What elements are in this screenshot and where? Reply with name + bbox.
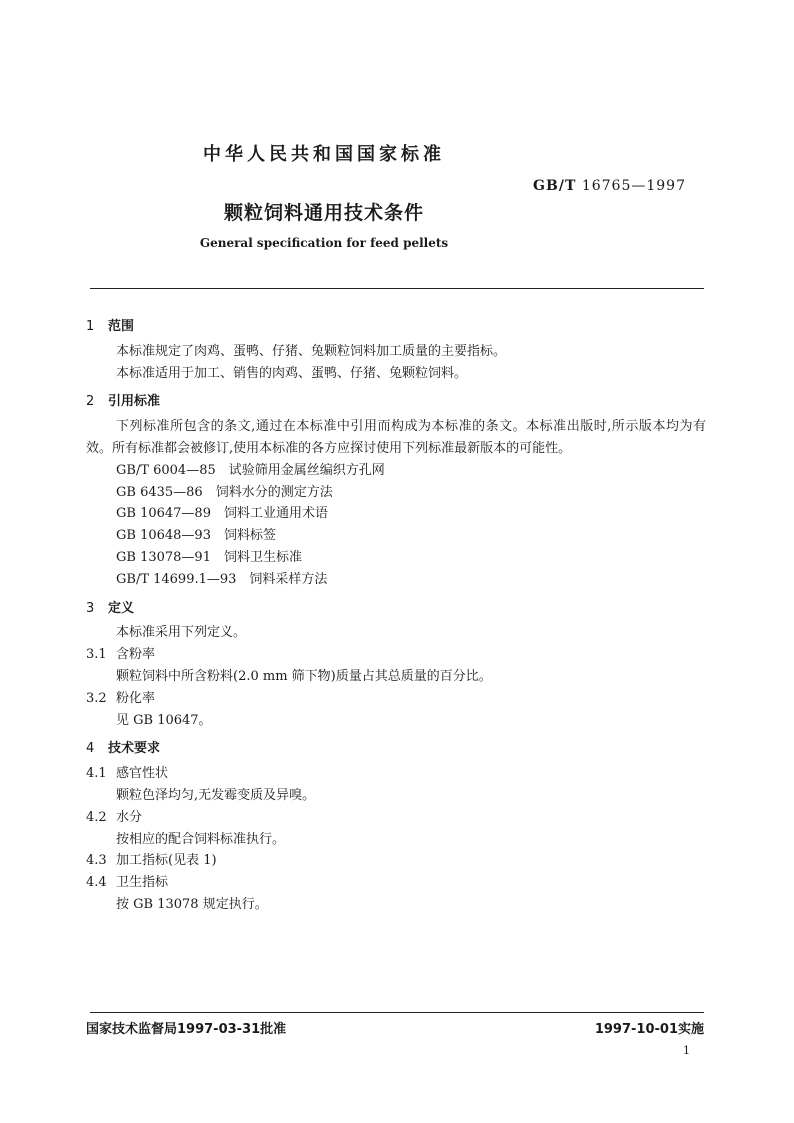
section-1-line-2: 本标准适用于加工、销售的肉鸡、蛋鸭、仔猪、兔颗粒饲料。 (116, 365, 468, 381)
issued-date: 国家技术监督局1997-03-31批准 (86, 1022, 287, 1037)
subsection-4-4-text: 按 GB 13078 规定执行。 (116, 896, 268, 912)
reference-item: GB 10648—93 饲料标签 (116, 528, 276, 544)
subsection-3-1-heading: 3.1 含粉率 (86, 647, 156, 663)
standard-code: GB/T (533, 178, 577, 194)
section-4-heading: 4 技术要求 (86, 741, 161, 757)
footer-divider (90, 1012, 704, 1013)
section-2-heading: 2 引用标准 (86, 394, 161, 410)
section-1-heading: 1 范围 (86, 319, 135, 334)
section-3-heading: 3 定义 (86, 600, 135, 616)
subsection-3-1-text: 颗粒饲料中所含粉料(2.0 mm 筛下物)质量占其总质量的百分比。 (116, 668, 492, 684)
subsection-4-1-text: 颗粒色泽均匀,无发霉变质及异嗅。 (116, 787, 316, 803)
reference-item: GB/T 14699.1—93 饲料采样方法 (116, 571, 328, 587)
subsection-4-2-text: 按相应的配合饲料标准执行。 (116, 831, 286, 847)
standard-number-value: 16765—1997 (581, 178, 686, 194)
document-body (86, 316, 706, 916)
document-title-english: General specification for feed pellets (199, 236, 449, 250)
section-3-intro: 本标准采用下列定义。 (116, 625, 247, 641)
reference-item: GB 6435—86 饲料水分的测定方法 (116, 484, 333, 500)
reference-item: GB 13078—91 饲料卫生标准 (116, 549, 302, 565)
subsection-3-2-heading: 3.2 粉化率 (86, 690, 156, 706)
subsection-4-4-heading: 4.4 卫生指标 (86, 875, 169, 891)
subsection-3-2-text: 见 GB 10647。 (116, 712, 212, 728)
reference-item: GB 10647—89 饲料工业通用术语 (116, 506, 328, 522)
section-1-line-1: 本标准规定了肉鸡、蛋鸭、仔猪、兔颗粒饲料加工质量的主要指标。 (116, 343, 507, 359)
national-standard-heading: 中华人民共和国国家标准 (203, 144, 445, 165)
page-number: 1 (683, 1044, 690, 1057)
effective-date: 1997-10-01实施 (594, 1022, 704, 1037)
header-divider (90, 288, 704, 289)
subsection-4-3-heading: 4.3 加工指标(见表 1) (86, 853, 217, 869)
reference-item: GB/T 6004—85 试验筛用金属丝编织方孔网 (116, 462, 385, 478)
document-title: 颗粒饲料通用技术条件 (223, 202, 424, 224)
subsection-4-2-heading: 4.2 水分 (86, 809, 143, 825)
section-2-intro: 下列标准所包含的条文,通过在本标准中引用而构成为本标准的条文。本标准出版时,所示版本均为有效。所有标准都会被修订,使用本标准的各方应探讨使用下列标准最新版本的可能性。 (86, 419, 706, 456)
standard-number (533, 178, 686, 194)
subsection-4-1-heading: 4.1 感官性状 (86, 766, 169, 782)
